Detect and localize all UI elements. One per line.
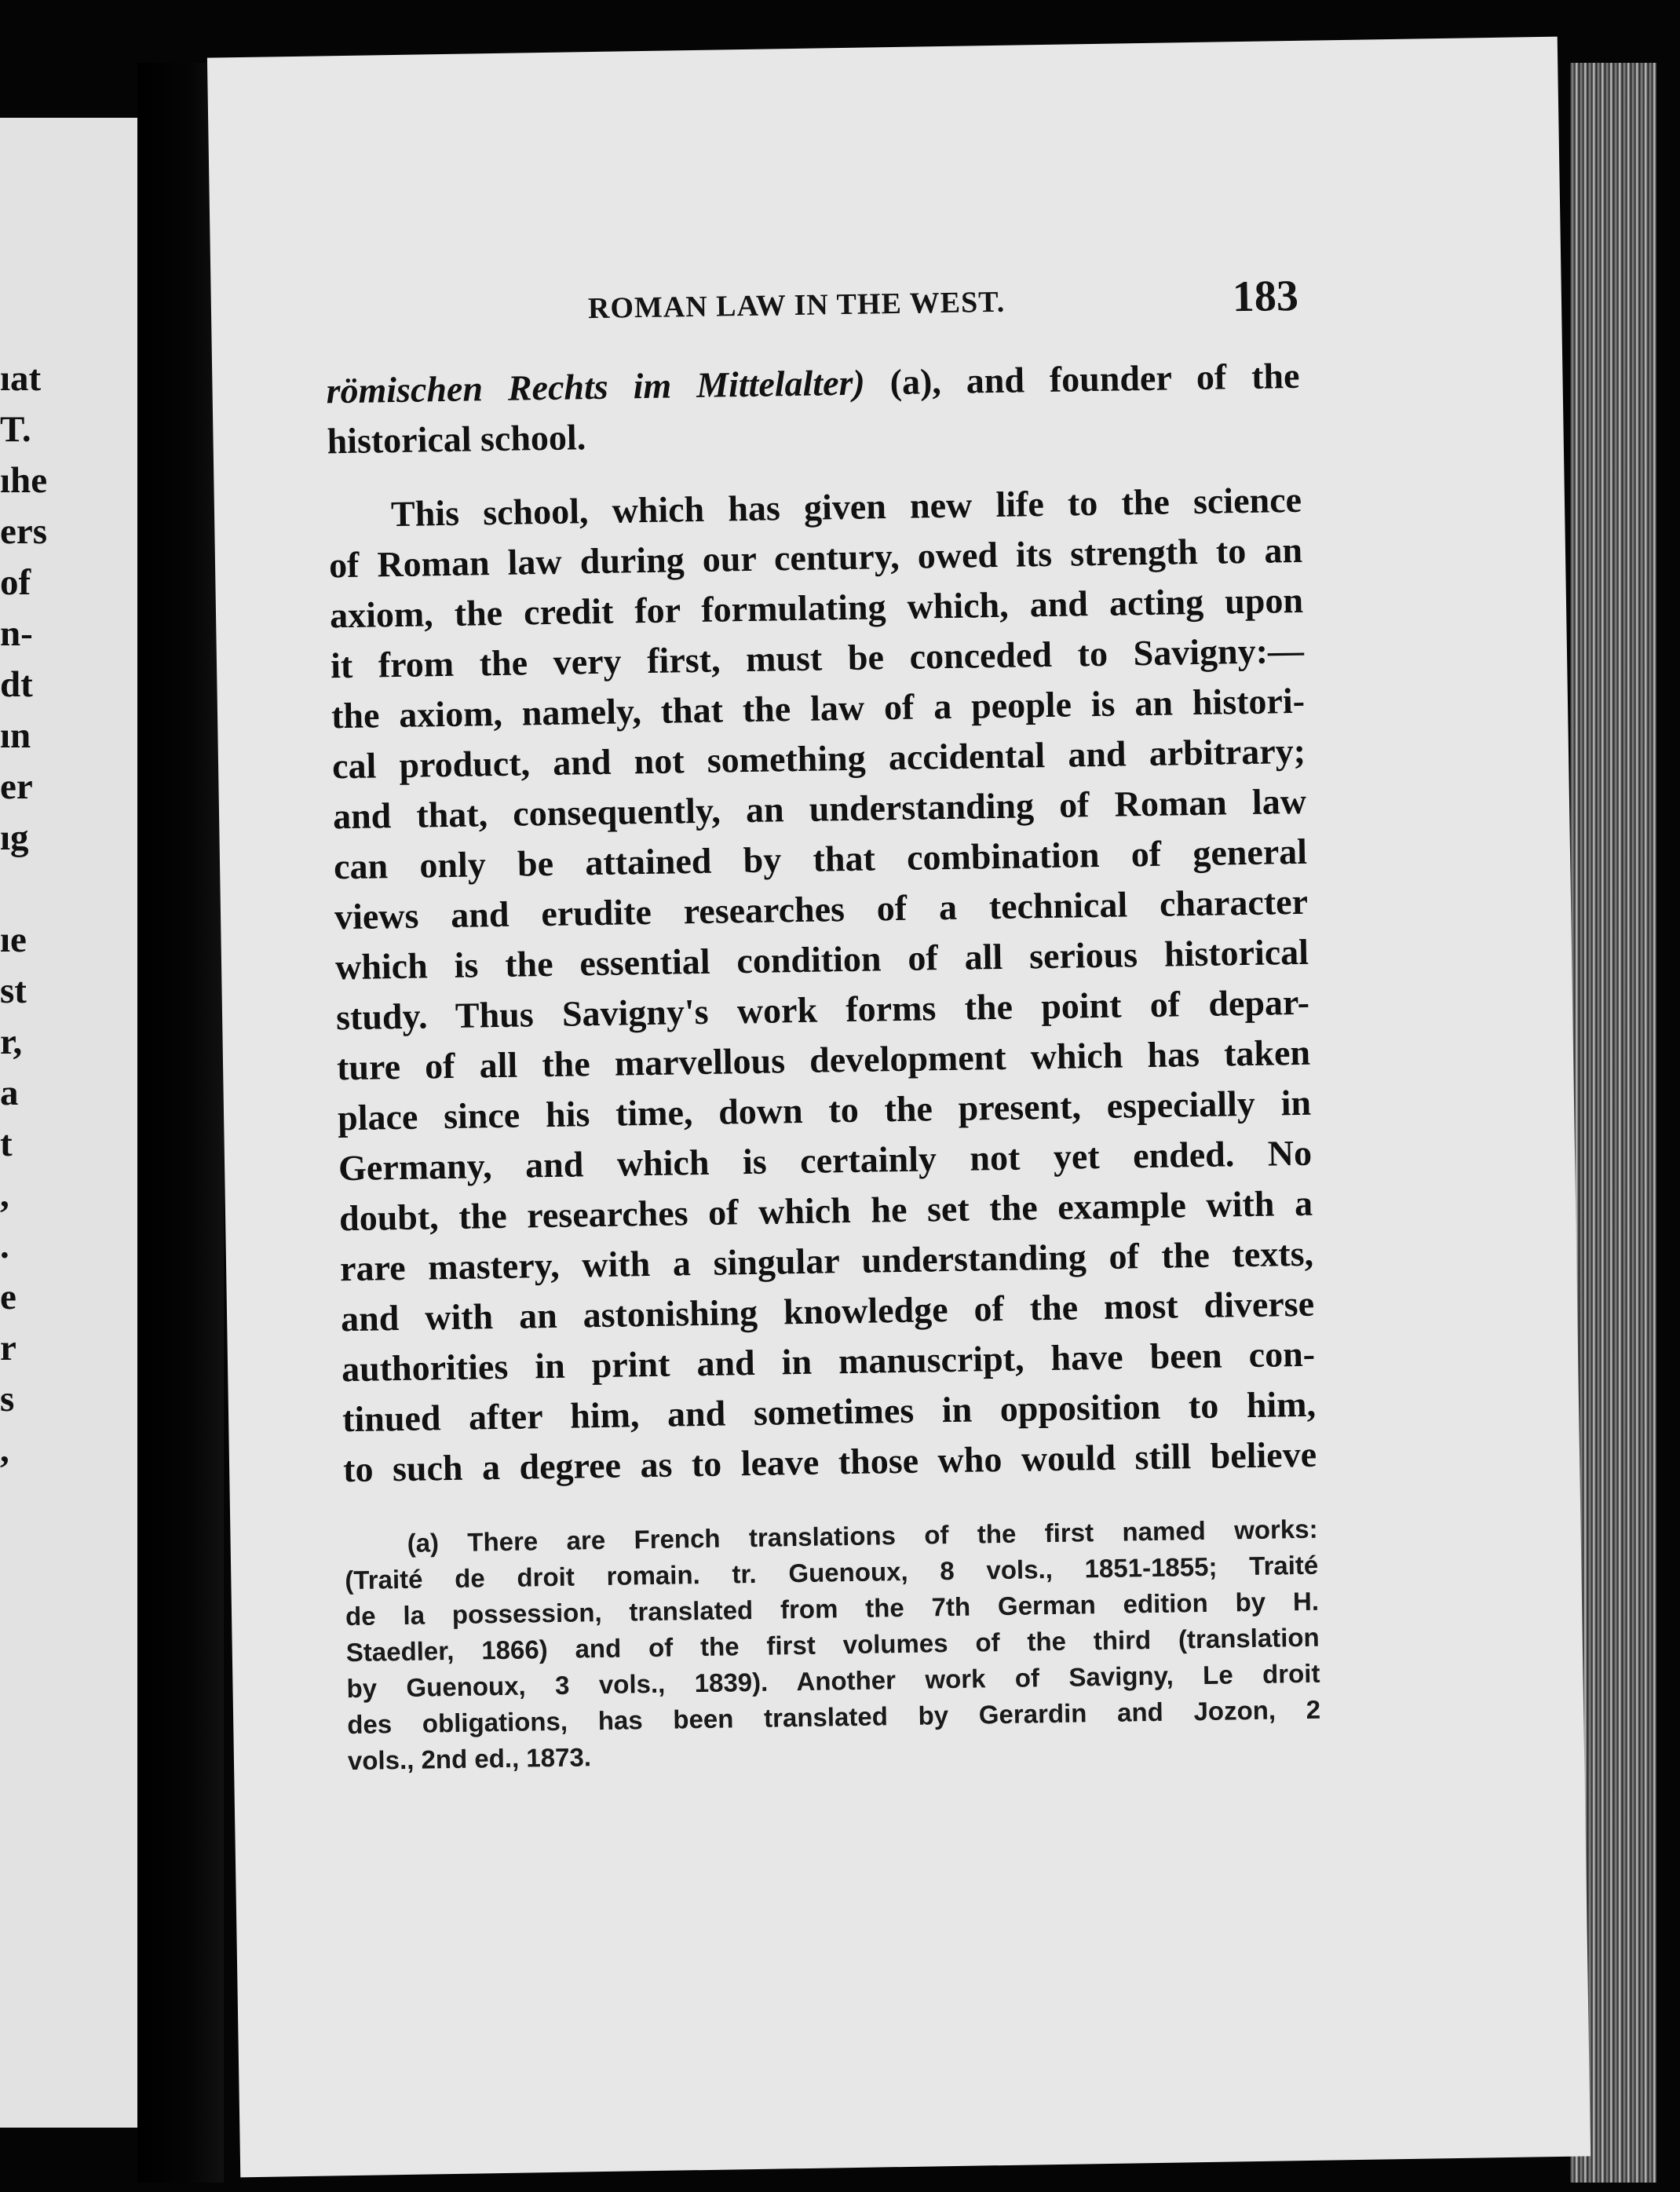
running-title: ROMAN LAW IN THE WEST. [587, 285, 1006, 326]
text-line: ture of all the marvellous development which has taken [336, 1032, 1311, 1088]
text-line: to such a degree as to leave those who would still believe [342, 1434, 1317, 1490]
text-line: views and erudite researches of a technical character [334, 881, 1309, 937]
paragraph-1 [326, 351, 1301, 466]
page-content [325, 271, 1322, 1779]
footnote-line: vols., 2nd ed., 1873. [347, 1742, 592, 1776]
paragraph-2 [328, 475, 1317, 1495]
text-line: tinued after him, and sometimes in opposition to him, [341, 1383, 1317, 1440]
footnote-line: de la possession, translated from the 7th German edition by H. [345, 1586, 1320, 1631]
text-line: and that, consequently, an understanding of Roman law [332, 780, 1307, 837]
left-page-fragment [0, 864, 71, 915]
left-page-fragment: r, [0, 1021, 23, 1062]
left-page-fragment: ıg [0, 817, 29, 858]
footnote-line: des obligations, has been translated by Gerardin and Jozon, 2 [346, 1694, 1321, 1740]
left-page-fragment: ıe [0, 919, 27, 960]
left-page-fragment: dt [0, 664, 33, 705]
left-page-fragment: st [0, 970, 27, 1011]
page-number: 183 [1232, 271, 1299, 322]
left-page-fragment: . [0, 1226, 9, 1266]
text-line: and with an astonishing knowledge of the most diverse [340, 1283, 1315, 1339]
text-line: Germany, and which is certainly not yet ended. No [338, 1132, 1313, 1189]
footnote-line: (Traité de droit romain. tr. Guenoux, 8 vols., 1851-1855; Traité [345, 1550, 1319, 1595]
footnote-line: Staedler, 1866) and of the first volumes of the third (translation [345, 1622, 1320, 1668]
text-line: rare mastery, with a singular understanding of the texts, [339, 1233, 1314, 1289]
left-page-fragment: a [0, 1072, 19, 1113]
italic-title: römischen Rechts im Mittelalter) [326, 362, 866, 411]
text-line: which is the essential condition of all serious historical [334, 931, 1309, 988]
left-page-fragment: e [0, 1277, 16, 1317]
left-page-fragment: ıhe [0, 460, 48, 501]
line-text: (a), and founder of the [864, 355, 1300, 403]
left-page-fragment: T. [0, 409, 31, 450]
text-line: doubt, the researches of which he set the example with a [338, 1182, 1313, 1239]
left-page-fragment: r [0, 1328, 16, 1368]
left-page-fragment: , [0, 1430, 9, 1470]
text-line: place since his time, down to the present, especially in [337, 1082, 1312, 1138]
text-line: can only be attained by that combination of general [333, 831, 1308, 887]
book-page [207, 37, 1591, 2178]
left-page-fragment: of [0, 562, 31, 603]
left-page-fragment: , [0, 1175, 9, 1215]
text-line: cal product, and not something accidental and arbitrary; [331, 730, 1306, 787]
footnote-line: by Guenoux, 3 vols., 1839). Another work of Savigny, Le droit [346, 1658, 1320, 1704]
text-line: axiom, the credit for formulating which, and acting upon [329, 579, 1304, 636]
left-page-fragment: er [0, 766, 33, 807]
left-page-fragment: t [0, 1123, 13, 1164]
text-line: of Roman law during our century, owed its strength to an [328, 529, 1303, 586]
footnote-line: (a) There are French translations of the first named works: [407, 1514, 1318, 1558]
text-line: study. Thus Savigny's work forms the point of depar- [335, 981, 1310, 1038]
text-line: it from the very first, must be conceded to Savigny:— [330, 630, 1305, 686]
text-line: the axiom, namely, that the law of a people is an histori- [331, 680, 1306, 736]
left-page-fragment: s [0, 1379, 15, 1419]
text-line: authorities in print and in manuscript, have been con- [341, 1333, 1316, 1390]
left-page-fragment: ers [0, 511, 48, 552]
line-text: historical school. [327, 417, 586, 462]
footnote [344, 1511, 1321, 1779]
text-line: This school, which has given new life to the science [390, 479, 1302, 535]
left-page-fragment: ıat [0, 358, 42, 399]
left-page-fragment: ın [0, 715, 31, 756]
left-page-text-fragments [0, 353, 71, 1476]
book-gutter [137, 63, 224, 2183]
left-page-fragment: n- [0, 613, 33, 654]
